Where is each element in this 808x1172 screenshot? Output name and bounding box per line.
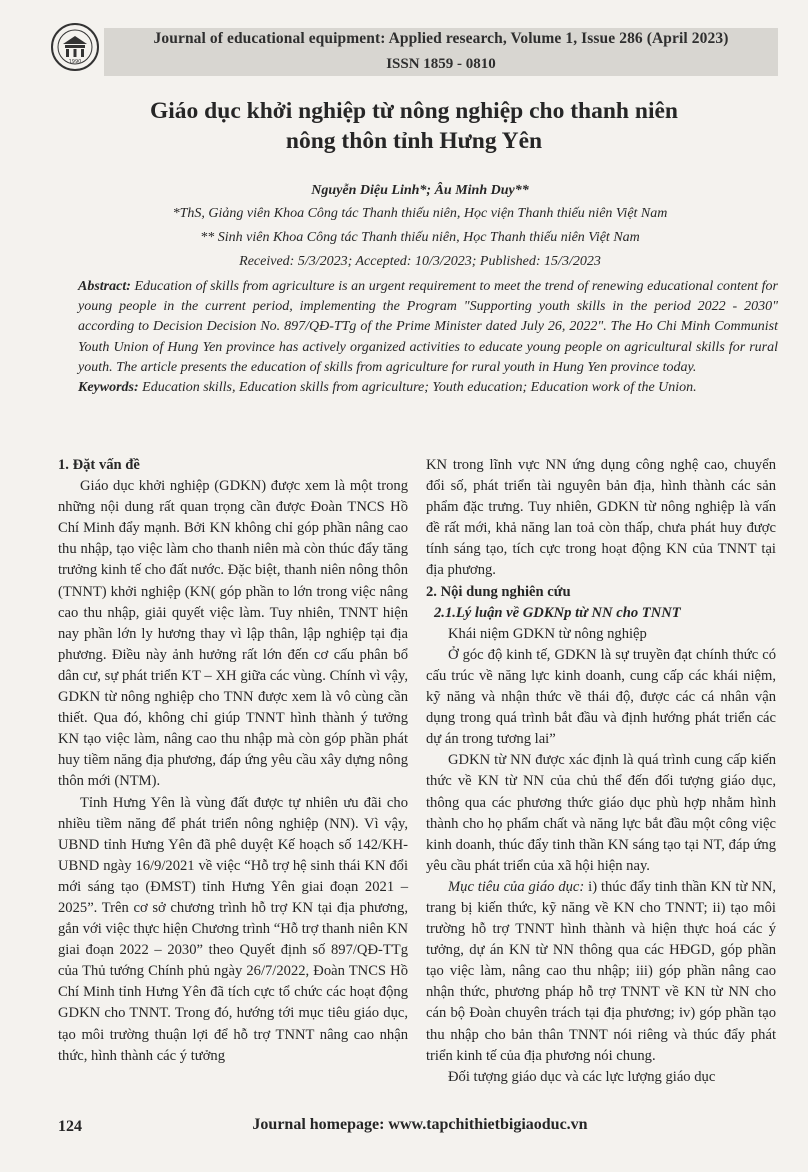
paragraph: Ở góc độ kinh tế, GDKN là sự truyền đạt chính thức có cấu trúc về năng lực kinh doanh, cung cấp các khái niệm, kỹ năng và nhận thức về thái độ, được các cá nhân vận dụng trong quá trình bắt đầu và định hướng phát triển các dự án trong tương lai” [426, 646, 776, 748]
abstract-block [78, 277, 778, 398]
paragraph: Giáo dục khởi nghiệp (GDKN) được xem là một trong những nội dung rất quan trọng cần được Đoàn TNCS Hồ Chí Minh đẩy mạnh. Bởi KN không chỉ góp phần nâng cao thu nhập, tạo việc làm cho thanh niên mà còn thúc đẩy tăng trưởng kinh tế cho đất nước. Đặc biệt, thanh niên nông thôn (TNNT) khởi nghiệp (KN( góp phần to lớn trong việc nâng cao thu nhập, giải quyết việc làm. Tuy nhiên, TNNT hiện nay phần lớn ly hương thay vì lập thân, lập nghiệp tại địa phương. Điều này ảnh hưởng rất lớn đến cơ cấu phân bổ dân cư, sự phát triển KT – XH giữa các vùng. Chính vì vậy, GDKN từ nông nghiệp cho TNN được xem là vô cùng cần thiết. Qua đó, không chỉ giúp TNNT hình thành ý tưởng KN tạo việc làm, nâng cao thu nhập mà còn góp phần phát huy tiềm năng địa phương, đáp ứng yêu cầu xây dựng nông thôn mới (NTM). [58, 478, 408, 790]
journal-citation: Journal of educational equipment: Applied research, Volume 1, Issue 286 (April 2023) [153, 30, 729, 47]
issn: ISSN 1859 - 0810 [386, 56, 496, 72]
body-column-left [58, 455, 408, 1067]
paragraph: KN trong lĩnh vực NN ứng dụng công nghệ cao, chuyển đổi số, phát triển tài nguyên bản địa, hình thành các sản phẩm đặc trưng. Tuy nhiên, GDKN từ nông nghiệp là vấn đề rất mới, khả năng lan toả còn thấp, chưa phát huy được tính sáng tạo, tích cực trong hoạt động KN của TNNT tại địa phương. [426, 457, 776, 579]
title-line-2: nông thôn tỉnh Hưng Yên [285, 128, 543, 154]
abstract [78, 277, 778, 378]
page-number: 124 [58, 1118, 82, 1135]
keywords-text: Education skills, Education skills from agriculture; Youth education; Education work of the Union. [138, 380, 697, 396]
concept-heading: Khái niệm GDKN từ nông nghiệp [448, 625, 647, 642]
section-heading-1: 1. Đặt vấn đề [58, 457, 140, 473]
university-seal-logo [50, 22, 100, 72]
paragraph: Đối tượng giáo dục và các lực lượng giáo dục [448, 1068, 716, 1085]
abstract-label: Abstract: [78, 279, 131, 294]
article-title [60, 96, 768, 156]
publication-dates: Received: 5/3/2023; Accepted: 10/3/2023; Published: 15/3/2023 [239, 254, 601, 269]
keywords [78, 378, 778, 398]
paragraph [426, 877, 776, 1067]
body-column-right [426, 455, 776, 1088]
section-heading-2: 2. Nội dung nghiên cứu [426, 583, 571, 600]
abstract-text: Education of skills from agriculture is an urgent requirement to meet the trend of renewing educational content for young people in the current period, implementing the Program "Supporting youth skills in the period 2022 - 2030" according to Decision Decision No. 897/QĐ-TTg of the Prime Minister dated July 26, 2022". The Ho Chi Minh Communist Youth Union of Hung Yen province has actively organized activities to educate young people on agricultural skills for rural youth. The article presents the education of skills from agriculture for rural youth in Hung Yen province today. [78, 279, 778, 375]
keywords-label: Keywords: [78, 380, 139, 396]
paragraph: GDKN từ NN được xác định là quá trình cung cấp kiến thức về KN từ NN của chủ thể đến đối tượng giáo dục, thông qua các phương thức giáo dục phù hợp nhằm hình thành cho họ phẩm chất và năng lực bắt đầu một công việc kinh doanh, thúc đẩy tinh thần KN sáng tạo tại NT, đáp ứng yêu cầu phát triển của xã hội hiện nay. [426, 752, 776, 874]
affiliation-1: *ThS, Giảng viên Khoa Công tác Thanh thiếu niên, Học viện Thanh thiếu niên Việt Nam [172, 206, 668, 221]
authors: Nguyễn Diệu Linh*; Âu Minh Duy** [311, 183, 529, 198]
goal-label: Mục tiêu của giáo dục: [448, 878, 585, 895]
subsection-heading-2-1: 2.1.Lý luận về GDKNp từ NN cho TNNT [434, 604, 681, 621]
logo-year: 1990 [68, 59, 82, 65]
journal-homepage: Journal homepage: www.tapchithietbigiaoduc.vn [252, 1116, 588, 1133]
paragraph: Tỉnh Hưng Yên là vùng đất được tự nhiên ưu đãi cho nhiều tiềm năng để phát triển nông nghiệp (NN). Vì vậy, UBND tỉnh Hưng Yên đã phê duyệt Kế hoạch số 142/KH-UBND ngày 16/9/2021 về việc “Hỗ trợ hệ sinh thái KN đổi mới sáng tạo (ĐMST) tỉnh Hưng Yên giai đoạn 2021 – 2025”. Trên cơ sở chương trình hỗ trợ KN tại địa phương, gắn với việc thực hiện Chương trình “Hỗ trợ thanh niên KN giai đoạn 2022 – 2030” theo Quyết định số 897/QĐ-TTg của Thủ tướng Chính phủ ngày 26/7/2022, Đoàn TNCS Hồ Chí Minh tỉnh Hưng Yên đã tích cực tổ chức các hoạt động GDKN cho TNNT. Trong đó, hướng tới mục tiêu giáo dục, tạo môi trường thuận lợi để hỗ trợ TNNT nâng cao nhận thức, hình thành các ý tưởng [58, 794, 408, 1064]
title-line-1: Giáo dục khởi nghiệp từ nông nghiệp cho thanh niên [150, 98, 678, 124]
affiliation-2: ** Sinh viên Khoa Công tác Thanh thiếu niên, Học Thanh thiếu niên Việt Nam [200, 230, 640, 245]
journal-header [0, 18, 808, 78]
goal-text: i) thúc đẩy tinh thần KN từ NN, trang bị kiến thức, kỹ năng về KN cho TNNT; ii) tạo môi trường hỗ trợ TNNT hình thành và hiện thực hoá các ý tưởng, dự án KN từ NN thông qua các HĐGD, góp phần tạo việc làm, nâng cao thu nhập; iii) góp phần nâng cao nhận thức, phương pháp hỗ trợ TNNT về KN từ NN cho cán bộ Đoàn chuyên trách tại địa phương; iv) góp phần tạo thu nhập cho bản thân TNNT nói riêng và thúc đẩy phát triển kinh tế của địa phương nói chung. [426, 878, 777, 1064]
